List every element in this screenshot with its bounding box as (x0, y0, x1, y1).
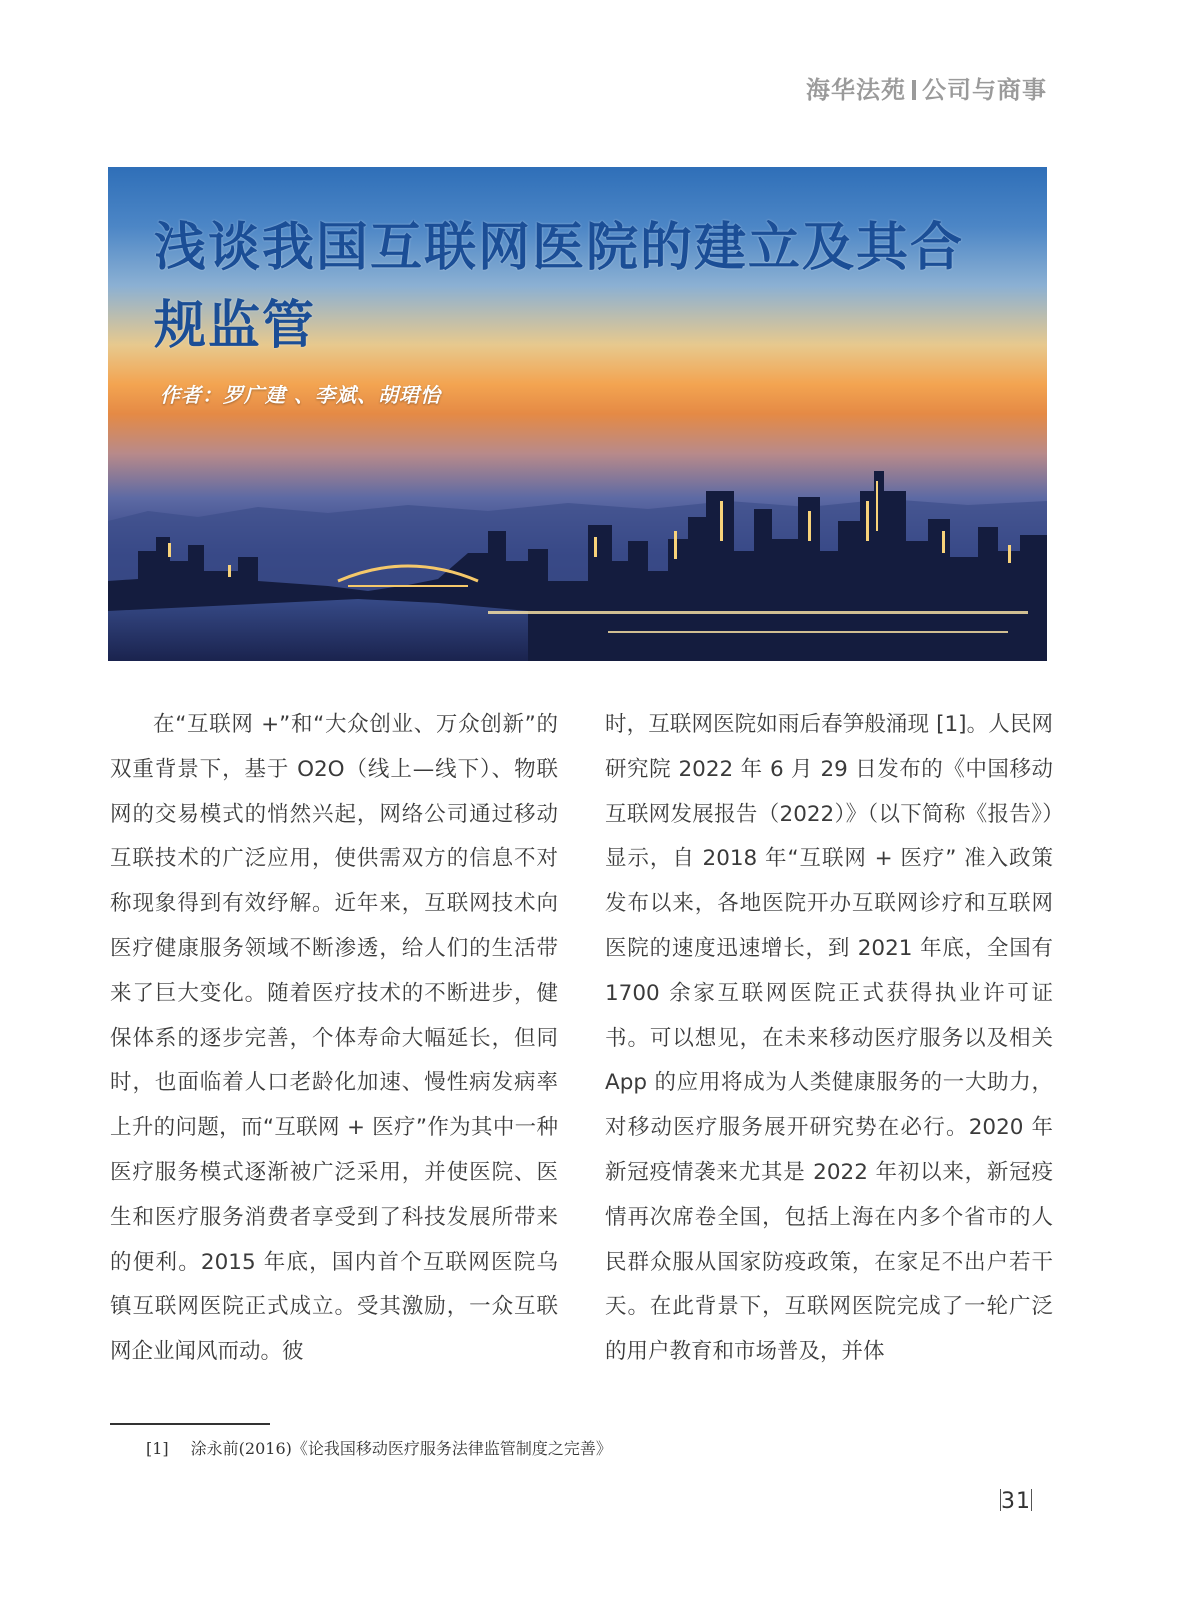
page-number-value: 31 (1001, 1489, 1031, 1514)
running-header (780, 70, 1047, 105)
footnote (146, 1436, 612, 1459)
hero-banner (108, 167, 1047, 661)
page-number-bar-right (1031, 1489, 1032, 1511)
body-column-right: 时，互联网医院如雨后春笋般涌现 [1]。人民网研究院 2022 年 6 月 29 日发布的《中国移动互联网发展报告（2022）》（以下简称《报告》）显示，自 2018 年“互联网 + 医疗” 准入政策发布以来，各地医院开办互联网诊疗和互联网医院的速度迅速增长，到 2021 年底，全国有 1700 余家互联网医院正式获得执业许可证书。可以想见，在未来移动医疗服务以及相关 App 的应用将成为人类健康服务的一大助力，对移动医疗服务展开研究势在必行。2020 年新冠疫情袭来尤其是 2022 年初以来，新冠疫情再次席卷全国，包括上海在内多个省市的人民群众服从国家防疫政策，在家足不出户若干天。在此背景下，互联网医院完成了一轮广泛的用户教育和市场普及，并体 (605, 712, 1053, 1365)
footnote-divider (110, 1423, 270, 1425)
footnote-text: 涂永前(2016)《论我国移动医疗服务法律监管制度之完善》 (190, 1439, 612, 1458)
body-column-left: 在“互联网 +”和“大众创业、万众创新”的双重背景下，基于 O2O（线上—线下）、物联网的交易模式的悄然兴起，网络公司通过移动互联技术的广泛应用，使供需双方的信息不对称现象得到有效纾解。近年来，互联网技术向医疗健康服务领域不断渗透，给人们的生活带来了巨大变化。随着医疗技术的不断进步，健保体系的逐步完善，个体寿命大幅延长，但同时，也面临着人口老龄化加速、慢性病发病率上升的问题，而“互联网 + 医疗”作为其中一种医疗服务模式逐渐被广泛采用，并使医院、医生和医疗服务消费者享受到了科技发展所带来的便利。2015 年底，国内首个互联网医院乌镇互联网医院正式成立。受其激励，一众互联网企业闻风而动。彼 (110, 712, 558, 1365)
city-skyline-image (108, 461, 1047, 661)
article-title: 浅谈我国互联网医院的建立及其合规监管 (154, 217, 965, 356)
page-number (1000, 1489, 1032, 1514)
article-authors: 作者：罗广建 、李斌、胡珺怡 (160, 383, 441, 407)
section-name: 公司与商事 (922, 76, 1047, 104)
header-separator (912, 80, 916, 100)
publication-name: 海华法苑 (806, 76, 906, 104)
footnote-number: [1] (146, 1439, 169, 1458)
